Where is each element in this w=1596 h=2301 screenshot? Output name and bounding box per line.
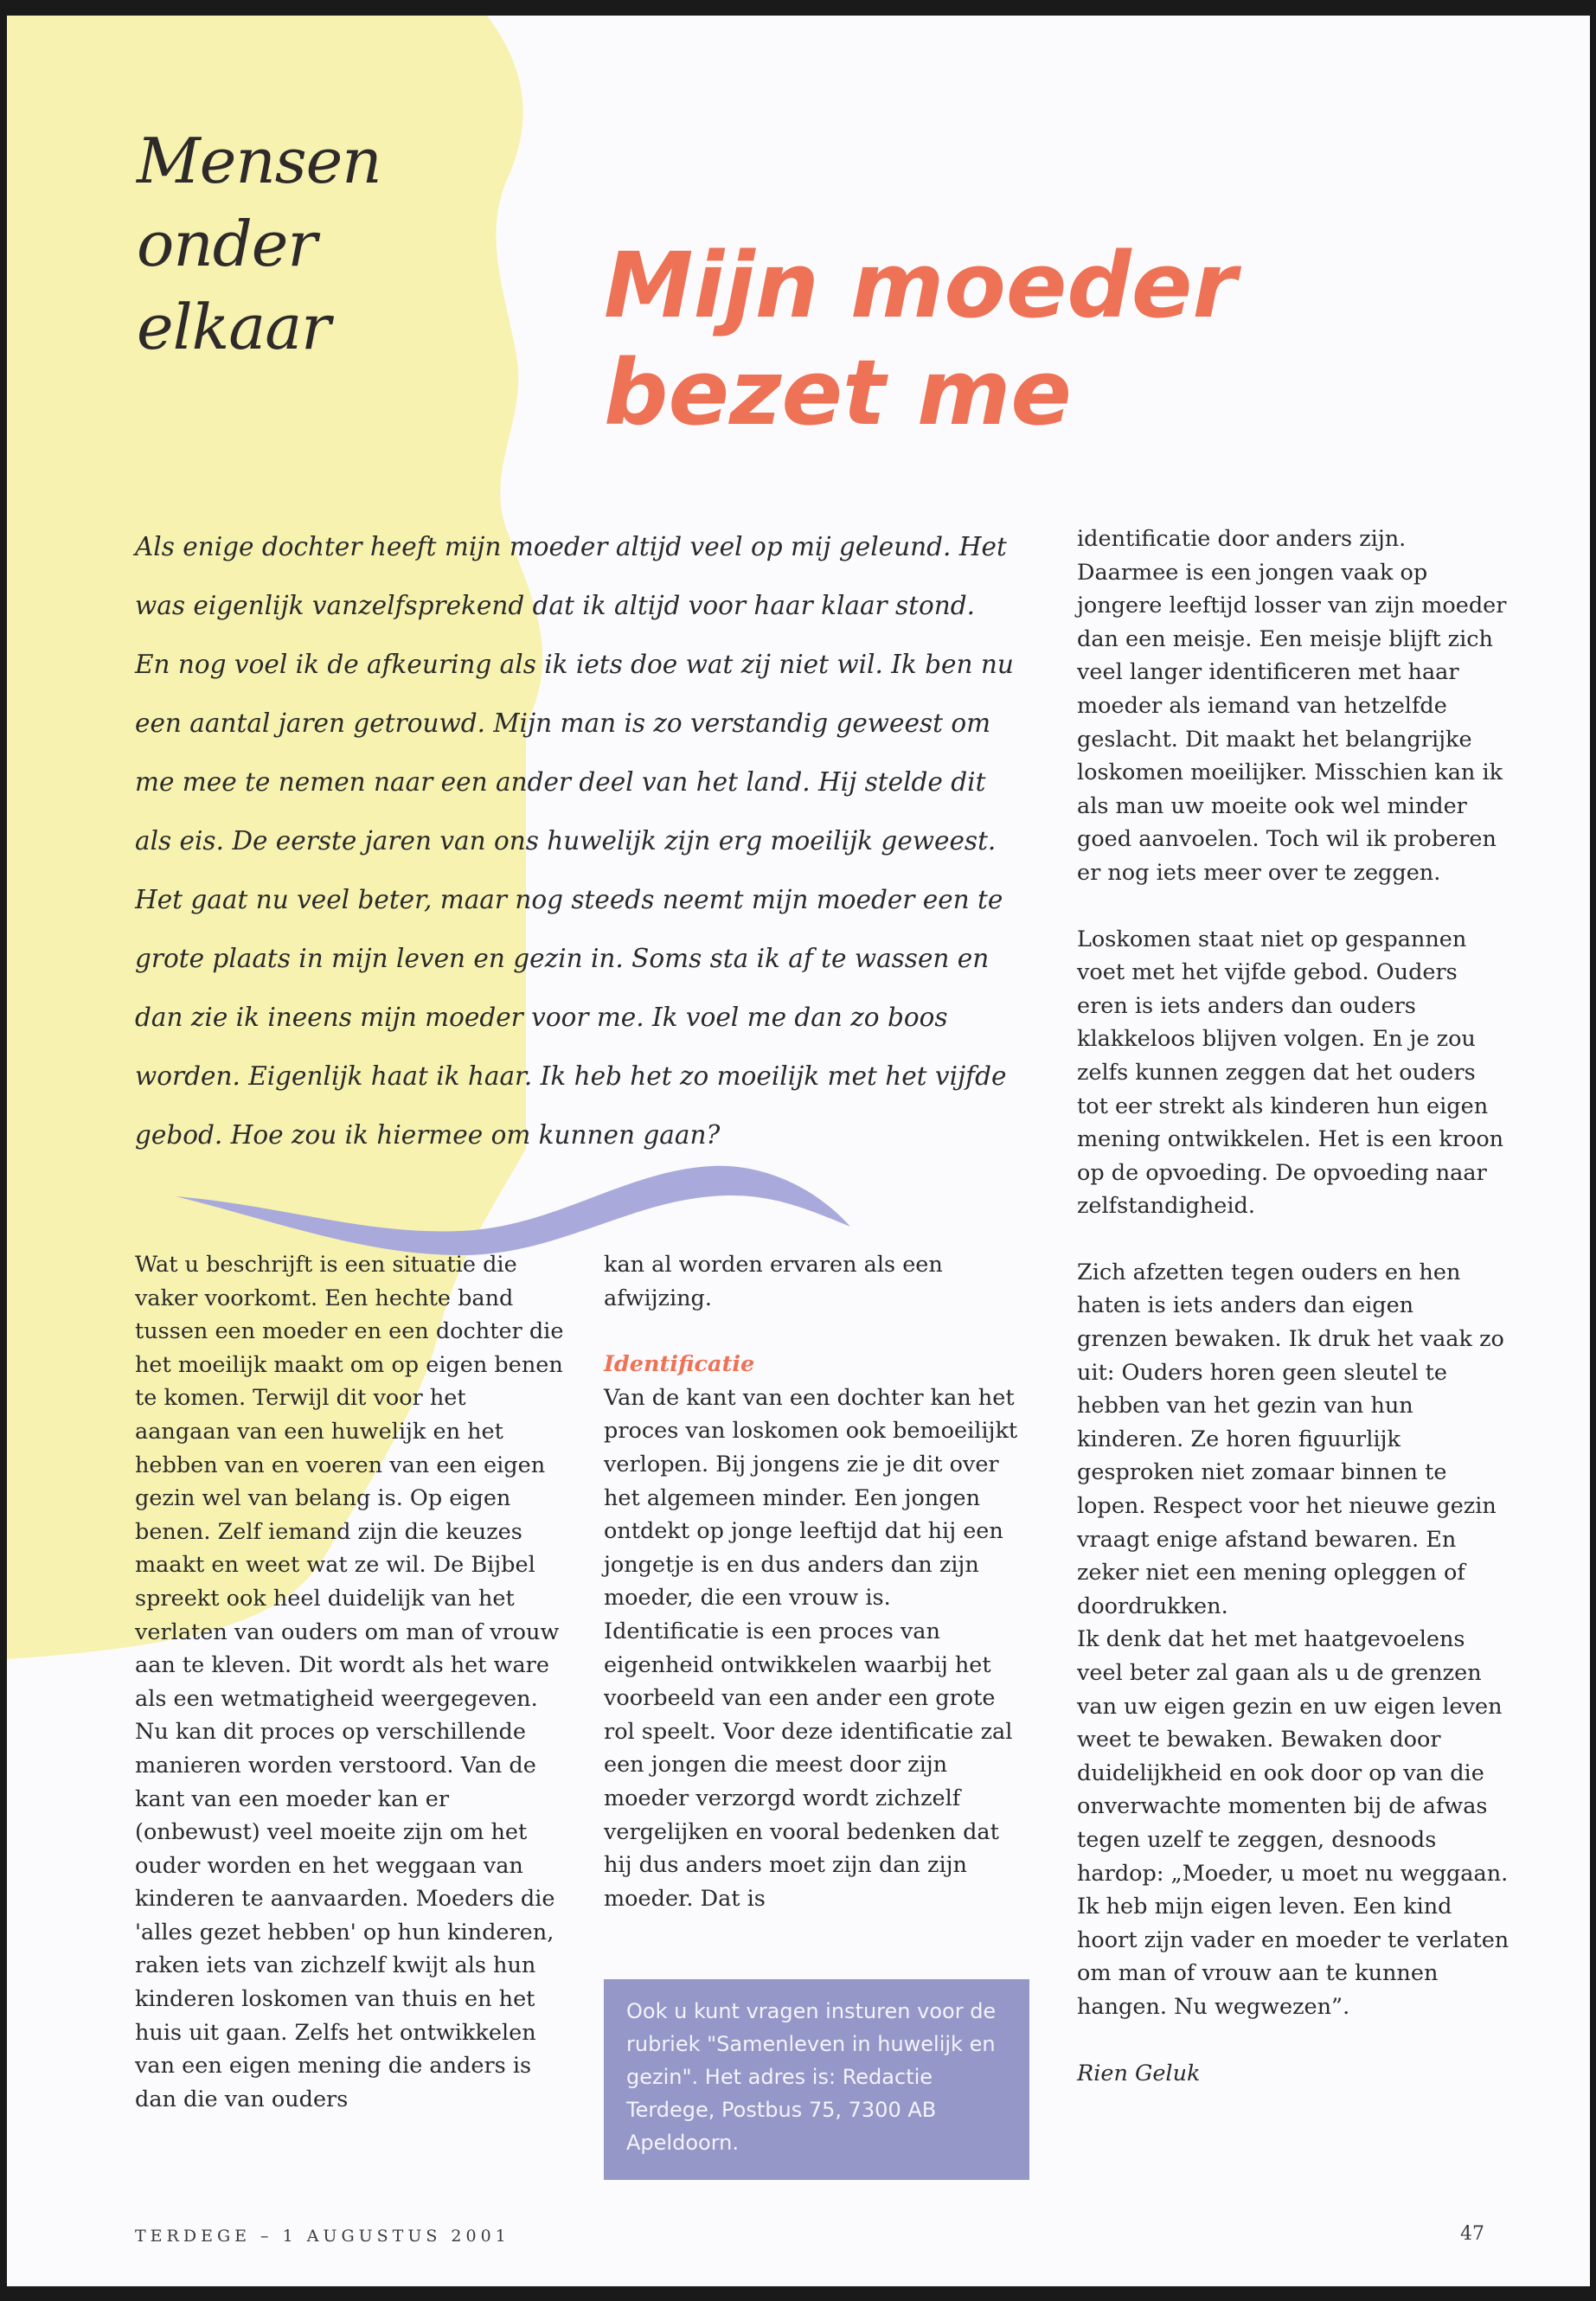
reader-question: Als enige dochter heeft mijn moeder altijd veel op mij geleund. Het was eigenlijk vanzelfsprekend dat ik altijd voor haar klaar stond. En nog voel ik de afkeuring als ik iets doe wat zij niet wil. Ik ben nu een aantal jaren getrouwd. Mijn man is zo verstandig geweest om me mee te nemen naar een ander deel van het land. Hij stelde dit als eis. De eerste jaren van ons huwelijk zijn erg moeilijk geweest. Het gaat nu veel beter, maar nog steeds neemt mijn moeder een te grote plaats in mijn leven en gezin in. Soms sta ik af te wassen en dan zie ik ineens mijn moeder voor me. Ik voel me dan zo boos worden. Eigenlijk haat ik haar. Ik heb het zo moeilijk met het vijfde gebod. Hoe zou ik hiermee om kunnen gaan? <box>135 532 1014 1150</box>
answer-paragraph: kan al worden ervaren als een afwijzing. <box>604 1252 943 1311</box>
series-line-2: onder <box>137 208 317 280</box>
answer-paragraph: identificatie door anders zijn. Daarmee is een jongen vaak op jongere leeftijd losser van zijn moeder dan een meisje. Een meisje blijft zich veel langer identificeren met haar moeder als iemand van hetzelfde geslacht. Dit maakt het belangrijke loskomen moeilijker. Misschien kan ik als man uw moeite ook wel minder goed aanvoelen. Toch wil ik proberen er nog iets meer over te zeggen. <box>1077 526 1507 886</box>
footer-issue: TERDEGE – 1 AUGUSTUS 2001 <box>135 2227 510 2246</box>
answer-paragraph: Ik denk dat het met haatgevoelens veel beter zal gaan als u de grenzen van uw eigen gezin en uw eigen leven weet te bewaken. Bewaken door duidelijkheid en ook door op van die onverwachte momenten bij de afwas tegen uzelf te zeggen, desnoods hardop: „Moeder, u moet nu weggaan. Ik heb mijn eigen leven. Een kind hoort zijn vader en moeder te verlaten om man of vrouw aan te kunnen hangen. Nu wegwezen”. <box>1077 1626 1509 2020</box>
article-title <box>604 232 1555 446</box>
series-line-1: Mensen <box>137 125 381 197</box>
title-line-2: bezet me <box>604 340 1072 445</box>
series-line-3: elkaar <box>137 291 330 363</box>
answer-paragraph: Zich afzetten tegen ouders en hen haten is iets anders dan eigen grenzen bewaken. Ik druk het vaak zo uit: Ouders horen geen sleutel te hebben van het gezin van hun kinderen. Ze horen figuurlijk gesproken niet zomaar binnen te lopen. Respect voor het nieuwe gezin vraagt enige afstand bewaren. En zeker niet een mening opleggen of doordrukken. <box>1077 1259 1504 1619</box>
magazine-page <box>7 16 1590 2286</box>
answer-paragraph: Loskomen staat niet op gespannen voet met het vijfde gebod. Ouders eren is iets anders dan ouders klakkeloos blijven volgen. En je zou zelfs kunnen zeggen dat het ouders tot eer strekt als kinderen hun eigen mening ontwikkelen. Het is een kroon op de opvoeding. De opvoeding naar zelfstandigheid. <box>1077 926 1504 1220</box>
page-number: 47 <box>1460 2223 1484 2245</box>
column-2 <box>604 1248 1028 1915</box>
column-1 <box>135 1248 567 2116</box>
answer-paragraph: Nu kan dit proces op verschillende manieren worden verstoord. Van de kant van een moeder kan er (onbewust) veel moeite zijn om het ouder worden en het weggaan van kinderen te aanvaarden. Moeders die 'alles gezet hebben' op hun kinderen, raken iets van zichzelf kwijt als hun kinderen loskomen van thuis en het huis uit gaan. Zelfs het ontwikkelen van een eigen mening die anders is dan die van ouders <box>135 1719 555 2112</box>
series-title <box>137 119 500 369</box>
info-box: Ook u kunt vragen insturen voor de rubriek "Samenleven in huwelijk en gezin". Het adres is: Redactie Terdege, Postbus 75, 7300 AB Apeldoorn. <box>604 1979 1029 2180</box>
section-subheading: Identificatie <box>604 1351 755 1378</box>
column-3 <box>1077 522 1509 2090</box>
answer-paragraph: Van de kant van een dochter kan het proces van loskomen ook bemoeilijkt verlopen. Bij jongens zie je dit over het algemeen minder. Een jongen ontdekt op jonge leeftijd dat hij een jongetje is en dus anders dan zijn moeder, die een vrouw is. Identificatie is een proces van eigenheid ontwikkelen waarbij het voorbeeld van een ander een grote rol speelt. Voor deze identificatie zal een jongen die meest door zijn moeder verzorgd wordt zichzelf vergelijken en vooral bedenken dat hij dus anders moet zijn dan zijn moeder. Dat is <box>604 1384 1018 1912</box>
swoosh-decoration <box>176 1153 859 1257</box>
author-signature: Rien Geluk <box>1077 2060 1201 2086</box>
title-line-1: Mijn moeder <box>604 233 1237 338</box>
answer-paragraph: Wat u beschrijft is een situatie die vaker voorkomt. Een hechte band tussen een moeder en een dochter die het moeilijk maakt om op eigen benen te komen. Terwijl dit voor het aangaan van een huwelijk en het hebben van en voeren van een eigen gezin wel van belang is. Op eigen benen. Zelf iemand zijn die keuzes maakt en weet wat ze wil. De Bijbel spreekt ook heel duidelijk van het verlaten van ouders om man of vrouw aan te kleven. Dit wordt als het ware als een wetmatigheid weergegeven. <box>135 1252 564 1712</box>
